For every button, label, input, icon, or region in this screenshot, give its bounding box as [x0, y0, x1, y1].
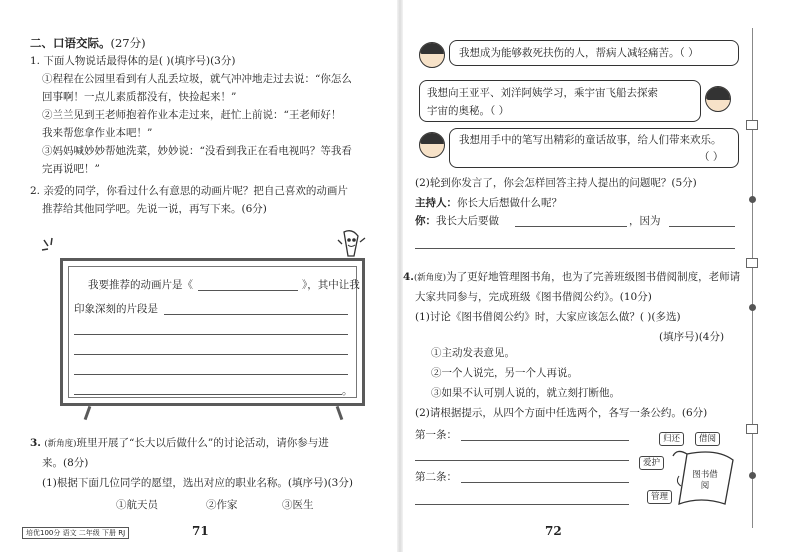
sparkle-doodle-icon	[40, 236, 62, 258]
q3-stem: 班里开展了“长大以后做什么”的讨论活动，请你参与进	[76, 437, 329, 449]
q2-stem: 2. 亲爱的同学，你看过什么有意思的动画片呢？把自己喜欢的动画片	[30, 185, 348, 197]
q1-stem: 1. 下面人物说话最得体的是( )(填序号)(3分)	[30, 55, 236, 67]
cartoon-name-blank[interactable]	[198, 290, 298, 291]
career-choice-3: ③医生	[282, 499, 314, 511]
hint-return: 归还	[659, 432, 684, 446]
mascot-pencil-icon	[334, 226, 370, 262]
q4-new-angle-tag: (新角度)	[413, 273, 447, 283]
boy-avatar-1	[419, 42, 445, 68]
boy-avatar-2	[419, 132, 445, 158]
board-period: 。	[342, 385, 353, 397]
you-text-b: ，因为	[629, 215, 661, 227]
q2-stem-cont: 推荐给其他同学吧。先说一说，再写下来。(6分)	[42, 203, 267, 215]
career-choice-2: ②作家	[206, 499, 238, 511]
page-number-72: 72	[545, 524, 562, 538]
book-badge: 培优100分 语文 二年级 下册 RJ	[22, 527, 129, 539]
margin-dot-2	[749, 304, 756, 311]
margin-tab-1	[746, 120, 758, 130]
margin-tab-2	[746, 258, 758, 268]
margin-dot-3	[749, 472, 756, 479]
board-leg-right	[336, 406, 344, 420]
reason-blank-2[interactable]	[415, 248, 735, 249]
you-text-a: 我长大后要做	[436, 215, 499, 227]
section-points: (27分)	[110, 36, 146, 50]
speech-1-text: 我想成为能够救死扶伤的人，帮病人减轻痛苦。（ ）	[459, 47, 699, 59]
q1-option-2: ②兰兰见到王老师抱着作业本走过来，赶忙上前说：“王老师好！	[42, 109, 342, 121]
rule-1-label: 第一条：	[415, 429, 457, 441]
speech-3-text-cont: （ ）	[699, 151, 724, 163]
margin-rule	[752, 28, 753, 528]
q1-option-1: ①程程在公园里看到有人乱丢垃圾，就气冲冲地走过去说：“你怎么	[42, 73, 352, 85]
scroll-label: 图书借阅	[692, 470, 718, 491]
you-label: 你：	[415, 215, 436, 227]
q3-sub2: (2)轮到你发言了，你会怎样回答主持人提出的问题呢？(5分)	[415, 177, 697, 189]
q3-sub1: (1)根据下面几位同学的愿望，选出对应的职业名称。(填序号)(3分)	[42, 477, 353, 489]
section-title: 二、口语交际。	[30, 36, 111, 50]
margin-tab-3	[746, 424, 758, 434]
girl-avatar	[705, 86, 731, 112]
q1-option-3-cont: 完再说吧！”	[42, 163, 100, 175]
career-choice-1: ①航天员	[116, 499, 158, 511]
q4-sub2: (2)请根据提示，从四个方面中任选两个，各写一条公约。(6分)	[415, 407, 708, 419]
board-prompt-2: 印象深刻的片段是	[74, 303, 158, 315]
q4-stem: 为了更好地管理图书角，也为了完善班级图书借阅制度，老师请	[446, 271, 741, 283]
speech-3-text: 我想用手中的笔写出精彩的童话故事，给人们带来欢乐。	[459, 134, 722, 146]
q4-option-3: ③如果不认可别人说的，就立刻打断他。	[431, 387, 620, 399]
q4-sub1-tail: (填序号)(4分)	[659, 331, 725, 343]
rule-1-blank-a[interactable]	[461, 440, 629, 441]
board-prompt-a: 我要推荐的动画片是《	[88, 279, 193, 291]
speech-2-text-cont: 宇宙的奥秘。（ ）	[427, 105, 510, 117]
host-question: 你长大后想做什么呢？	[457, 197, 562, 209]
hint-care: 爱护	[639, 456, 664, 470]
rule-2-label: 第二条：	[415, 471, 457, 483]
q4-number: 4.	[403, 271, 414, 283]
q4-option-1: ①主动发表意见。	[431, 347, 515, 359]
answer-line-3[interactable]	[74, 354, 348, 355]
reason-blank-1[interactable]	[669, 226, 735, 227]
q4-stem-cont: 大家共同参与，完成班级《图书借阅公约》。(10分)	[415, 291, 652, 303]
board-prompt-b: 》，其中让我	[302, 279, 360, 291]
q4-option-2: ②一个人说完，另一个人再说。	[431, 367, 578, 379]
hint-manage: 管理	[647, 490, 672, 504]
rule-2-blank-a[interactable]	[461, 482, 629, 483]
left-page	[0, 0, 397, 552]
career-answer-blank[interactable]	[515, 226, 627, 227]
rule-1-blank-b[interactable]	[415, 460, 629, 461]
hint-borrow: 借阅	[695, 432, 720, 446]
q3-number: 3.	[30, 437, 41, 449]
answer-line-1[interactable]	[164, 314, 348, 315]
rule-2-blank-b[interactable]	[415, 504, 629, 505]
answer-line-5[interactable]	[74, 394, 342, 395]
speech-2-text: 我想向王亚平、刘洋阿姨学习，乘宇宙飞船去探索	[427, 87, 658, 99]
q1-option-1-cont: 回事啊！一点儿素质都没有，快捡起来！”	[42, 91, 237, 103]
q3-stem-cont: 来。(8分)	[42, 457, 89, 469]
q1-option-2-cont: 我来帮您拿作业本吧！”	[42, 127, 153, 139]
q1-option-3: ③妈妈喊妙妙帮她洗菜，妙妙说：“没看到我正在看电视吗？等我看	[42, 145, 352, 157]
page-number-71: 71	[192, 524, 209, 538]
new-angle-tag: (新角度)	[44, 439, 77, 449]
host-label: 主持人：	[415, 197, 457, 209]
margin-dot-1	[749, 196, 756, 203]
answer-line-4[interactable]	[74, 374, 348, 375]
right-page	[403, 0, 800, 552]
board-leg-left	[84, 406, 92, 420]
q4-sub1: (1)讨论《图书借阅公约》时，大家应该怎么做？( )(多选)	[415, 311, 681, 323]
answer-line-2[interactable]	[74, 334, 348, 335]
